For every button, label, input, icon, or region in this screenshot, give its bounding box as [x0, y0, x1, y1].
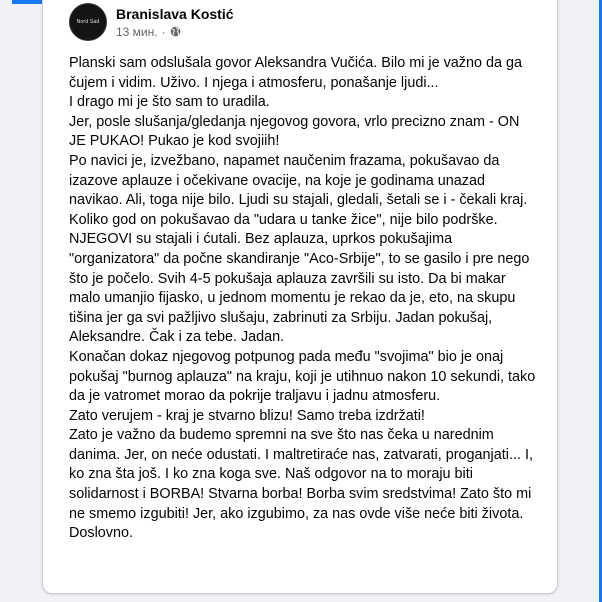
- author-name[interactable]: Branislava Kostić: [116, 5, 234, 22]
- avatar[interactable]: [69, 3, 107, 41]
- post-paragraph: Konačan dokaz njegovog potpunog pada među "svojima" bio je onaj pokušaj "burnog aplauza" na kraju, koji je utihnuo nakon 10 sekundi, tako da je vatromet morao da pokrije traljavu i jadnu atmosferu.: [69, 348, 536, 405]
- post-header: [69, 2, 234, 42]
- post-paragraph: Doslovno.: [69, 525, 133, 542]
- post-paragraph: Zato je važno da budemo spremni na sve što nas čeka u narednim danima. Jer, on neće odustati. I maltretiraće nas, zatvarati, proganjati... I, ko zna šta još. I ko zna koga sve. Naš odgovor na to moraju biti solidarnost i BORBA! Stvarna borba! Borba svim sredstvima! Zato što mi ne smemo izgubiti! Jer, ako izgubimo, za nas ovde više neće biti života.: [69, 427, 533, 522]
- post-paragraph: Jer, posle slušanja/gledanja njegovog govora, vrlo precizno znam - ON JE PUKAO! Pukao je kod svojiih!: [69, 113, 520, 150]
- post-paragraph: Zato verujem - kraj je stvarno blizu! Samo treba izdržati!: [69, 407, 425, 424]
- separator-dot: ·: [161, 24, 166, 39]
- post-body: [69, 54, 539, 544]
- globe-icon[interactable]: [170, 26, 181, 37]
- post-paragraph: Planski sam odslušala govor Aleksandra Vučića. Bilo mi je važno da ga čujem i vidim. Uživo. I njega i atmosferu, ponašanje ljudi...: [69, 55, 523, 91]
- post-meta: [116, 5, 234, 40]
- post-paragraph: Po navici je, izvežbano, napamet naučenim frazama, pokušavao da izazove aplauze i očekivane ovacije, na koje je godinama unazad navikao. Ali, toga nije bilo. Ljudi su stajali, gledali, šetali se i - čekali kraj. Koliko god on pokušavao da "udara u tanke žice", nije bilo podrške. NJEGOVI su stajali i ćutali. Bez aplauza, uprkos pokušajima "organizatora" da počne skandiranje "Aco-Srbije", to se gasilo i pre nego što je počelo. Svih 4-5 pokušaja aplauza završili su isto. Da bi makar malo umanjio fijasko, u jednom momentu je rekao da je, eto, na skupu tišina jer ga svi pažljivo slušaju, zabrinuti za Srbiju. Jadan pokušaj, Aleksandre. Čak i za tebe. Jadan.: [69, 152, 530, 346]
- post-time[interactable]: 13 мин.: [116, 24, 158, 39]
- post-timestamp-row: [116, 24, 234, 40]
- post-card: [42, 0, 558, 594]
- post-paragraph: I drago mi je što sam to uradila.: [69, 94, 270, 111]
- avatar-label: Nord Sad: [76, 19, 100, 25]
